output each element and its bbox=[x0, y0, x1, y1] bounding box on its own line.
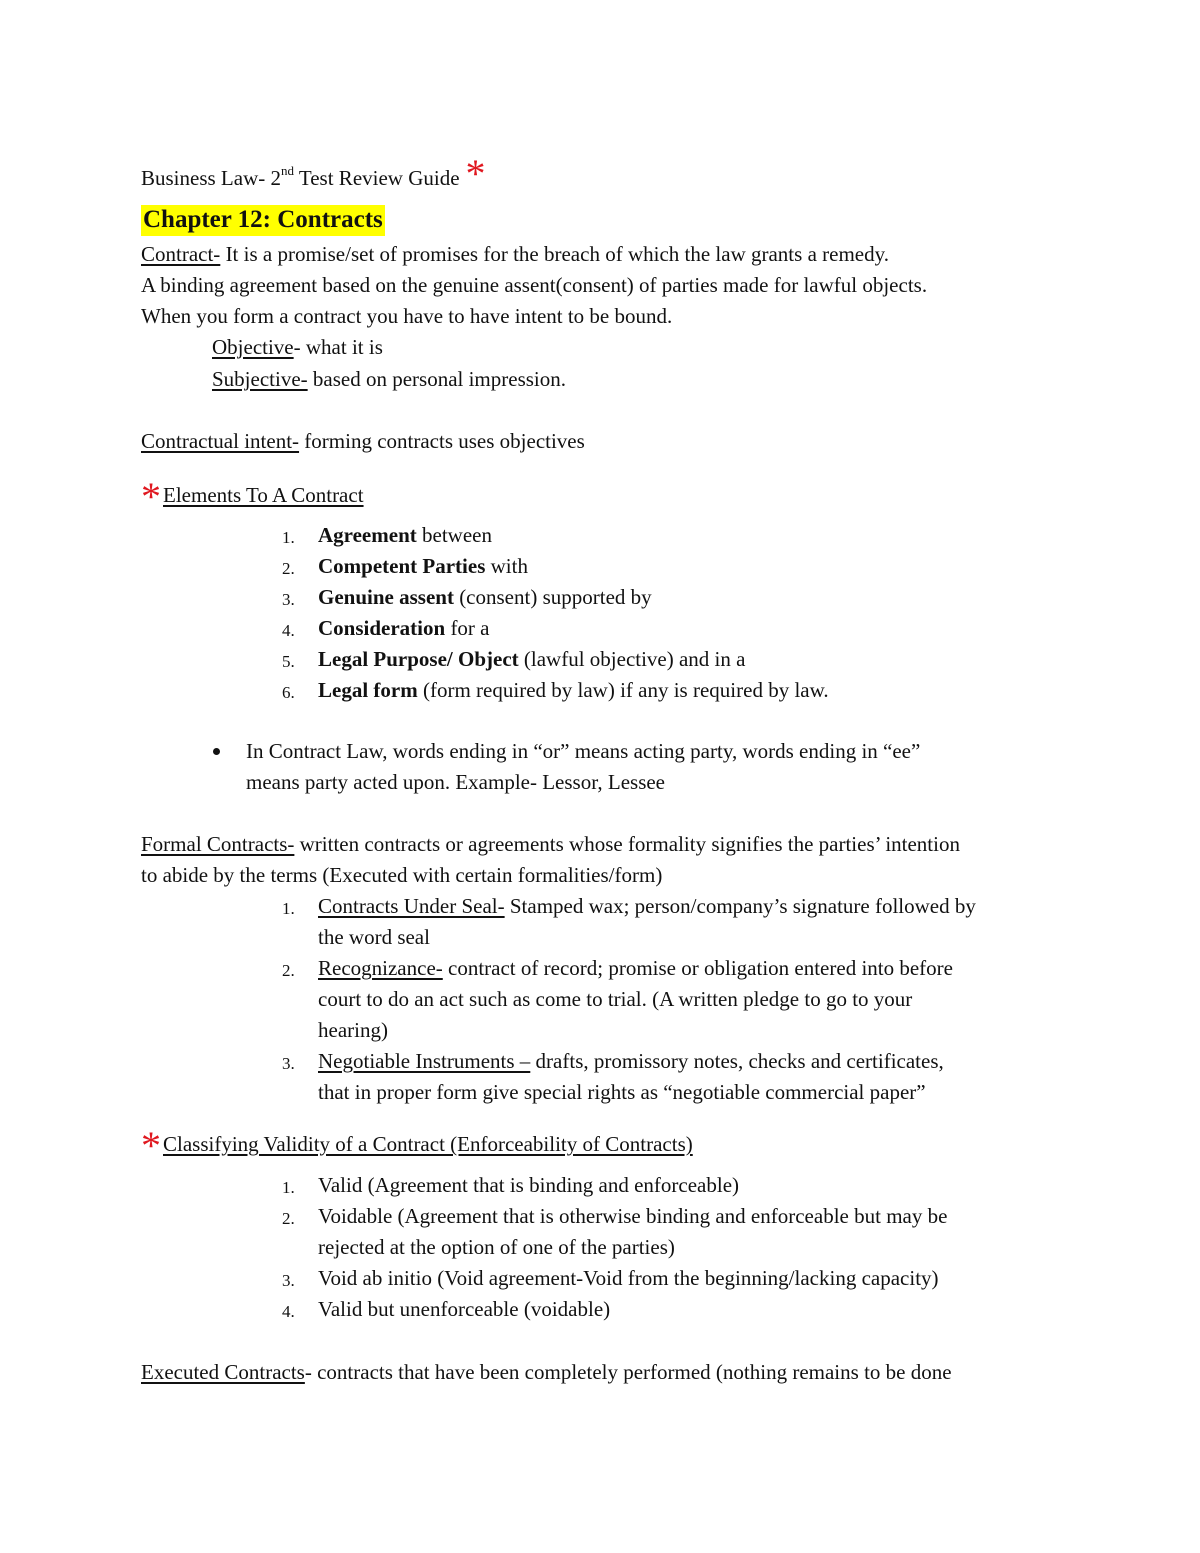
list-number: 2. bbox=[282, 1209, 295, 1228]
bullet-note-line: means party acted upon. Example- Lessor, Lessee bbox=[246, 770, 666, 794]
element-text: with bbox=[485, 554, 528, 578]
elements-star-icon: * bbox=[141, 474, 161, 519]
title-rest: Test Review Guide bbox=[294, 166, 460, 190]
list-number: 4. bbox=[282, 1302, 295, 1321]
validity-heading bbox=[141, 1123, 693, 1168]
list-number: 1. bbox=[282, 899, 295, 918]
bullet-dot-icon bbox=[213, 748, 220, 755]
executed-contracts-term: Executed Contracts bbox=[141, 1360, 305, 1384]
chapter-heading-text: Chapter 12: Contracts bbox=[141, 205, 385, 236]
objective-term: Objective bbox=[212, 335, 294, 359]
formal-item-term: Recognizance- bbox=[318, 956, 443, 980]
elements-heading-text: Elements To A Contract bbox=[163, 483, 364, 507]
element-bold: Agreement bbox=[318, 523, 417, 547]
formal-contracts-line bbox=[141, 834, 960, 855]
subjective-term: Subjective- bbox=[212, 367, 308, 391]
element-text: between bbox=[416, 523, 492, 547]
formal-item-text: court to do an act such as come to trial. (A written pledge to go to your bbox=[318, 987, 913, 1011]
element-text: (consent) supported by bbox=[453, 585, 652, 609]
list-number: 4. bbox=[282, 621, 295, 640]
objective-text: - what it is bbox=[293, 335, 383, 359]
objective-line bbox=[212, 337, 383, 358]
validity-item-text: Void ab initio (Void agreement-Void from the beginning/lacking capacity) bbox=[318, 1266, 939, 1290]
validity-star-icon: * bbox=[141, 1123, 161, 1168]
element-text: (form required by law) if any is required by law. bbox=[417, 678, 829, 702]
validity-item-text: Valid (Agreement that is binding and enforceable) bbox=[318, 1173, 740, 1197]
subjective-text: based on personal impression. bbox=[307, 367, 567, 391]
document-title bbox=[141, 151, 486, 196]
element-text: for a bbox=[445, 616, 490, 640]
formal-contracts-term: Formal Contracts- bbox=[141, 832, 295, 856]
contract-definition bbox=[141, 244, 889, 265]
validity-item-text: Valid but unenforceable (voidable) bbox=[318, 1297, 611, 1321]
title-star-icon: * bbox=[465, 151, 486, 196]
element-bold: Legal Purpose/ Object bbox=[318, 647, 519, 671]
contractual-intent-term: Contractual intent- bbox=[141, 429, 300, 453]
binding-line: A binding agreement based on the genuine assent(consent) of parties made for lawful objects. bbox=[141, 273, 928, 297]
element-bold: Competent Parties bbox=[318, 554, 486, 578]
element-text: (lawful objective) and in a bbox=[518, 647, 746, 671]
list-number: 2. bbox=[282, 559, 295, 578]
intent-line: When you form a contract you have to have intent to be bound. bbox=[141, 304, 673, 328]
contractual-intent-text: forming contracts uses objectives bbox=[299, 429, 585, 453]
list-number: 1. bbox=[282, 1178, 295, 1197]
title-prefix: Business Law- 2 bbox=[141, 166, 281, 190]
validity-item-text: rejected at the option of one of the parties) bbox=[318, 1235, 675, 1259]
formal-item-text: drafts, promissory notes, checks and certificates, bbox=[530, 1049, 944, 1073]
list-number: 3. bbox=[282, 1054, 295, 1073]
list-number: 1. bbox=[282, 528, 295, 547]
list-number: 2. bbox=[282, 961, 295, 980]
bullet-note-line: In Contract Law, words ending in “or” means acting party, words ending in “ee” bbox=[246, 739, 921, 763]
contractual-intent-line bbox=[141, 431, 585, 452]
title-superscript: nd bbox=[281, 163, 294, 178]
elements-heading bbox=[141, 474, 364, 519]
formal-item-text: the word seal bbox=[318, 925, 430, 949]
formal-item-term: Negotiable Instruments – bbox=[318, 1049, 531, 1073]
element-bold: Legal form bbox=[318, 678, 418, 702]
executed-contracts-text: - contracts that have been completely performed (nothing remains to be done bbox=[304, 1360, 952, 1384]
formal-item-text: Stamped wax; person/company’s signature followed by bbox=[504, 894, 976, 918]
executed-contracts-line bbox=[141, 1362, 952, 1383]
formal-contracts-text: written contracts or agreements whose formality signifies the parties’ intention bbox=[294, 832, 960, 856]
formal-item-text: hearing) bbox=[318, 1018, 388, 1042]
contract-text: It is a promise/set of promises for the breach of which the law grants a remedy. bbox=[220, 242, 889, 266]
formal-item-text: that in proper form give special rights as “negotiable commercial paper” bbox=[318, 1080, 926, 1104]
list-number: 3. bbox=[282, 590, 295, 609]
subjective-line bbox=[212, 369, 566, 390]
element-bold: Genuine assent bbox=[318, 585, 454, 609]
formal-contracts-text: to abide by the terms (Executed with certain formalities/form) bbox=[141, 863, 663, 887]
chapter-heading bbox=[141, 207, 385, 232]
contract-term: Contract- bbox=[141, 242, 221, 266]
list-number: 3. bbox=[282, 1271, 295, 1290]
list-number: 5. bbox=[282, 652, 295, 671]
validity-item-text: Voidable (Agreement that is otherwise binding and enforceable but may be bbox=[318, 1204, 948, 1228]
element-bold: Consideration bbox=[318, 616, 446, 640]
formal-item-term: Contracts Under Seal- bbox=[318, 894, 505, 918]
validity-heading-text: Classifying Validity of a Contract (Enforceability of Contracts) bbox=[163, 1132, 693, 1156]
formal-item-text: contract of record; promise or obligation entered into before bbox=[442, 956, 953, 980]
list-number: 6. bbox=[282, 683, 295, 702]
